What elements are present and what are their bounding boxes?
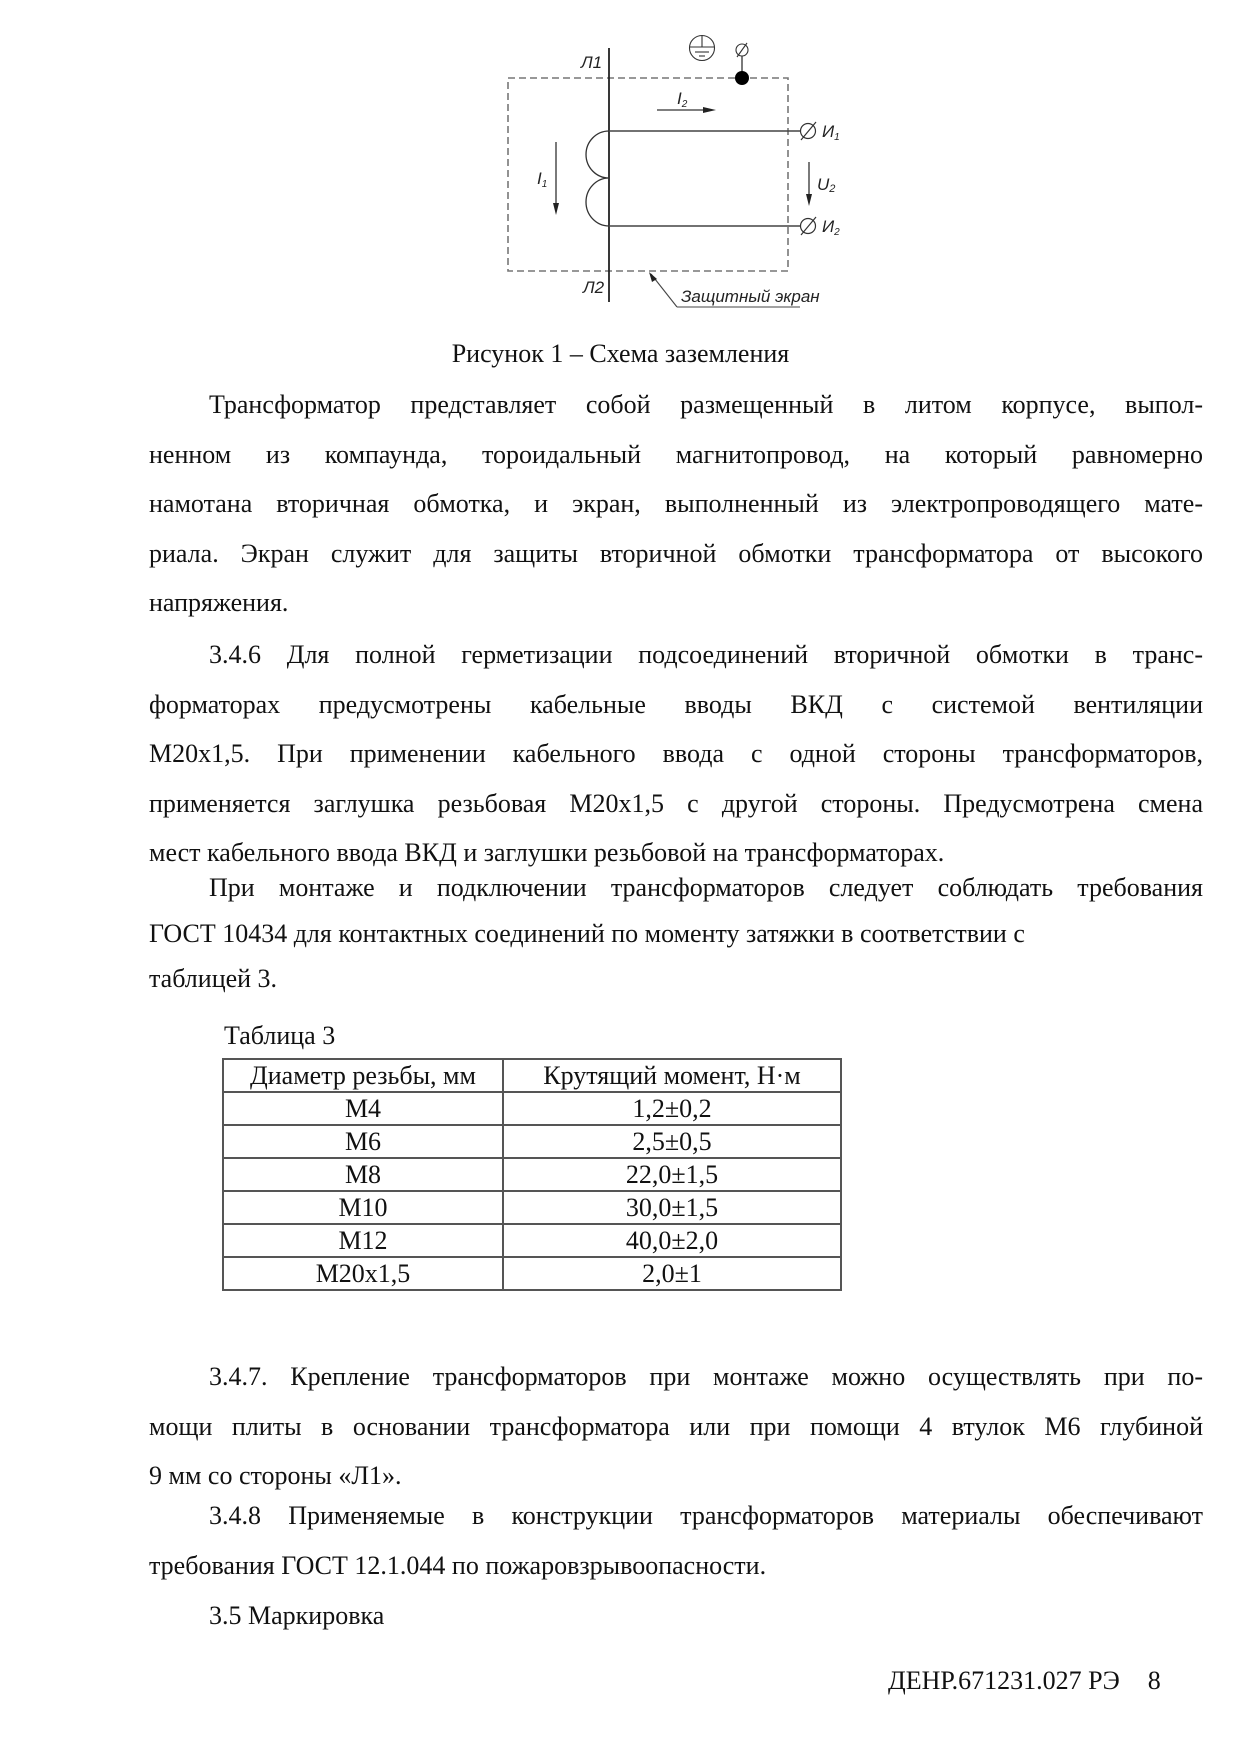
- figure-caption: Рисунок 1 – Схема заземления: [451, 339, 790, 368]
- paragraph-3-4-7: [149, 1352, 1203, 1501]
- text-line: 3.4.6 Для полной герметизации подсоединений вторичной обмотки в транс-: [209, 640, 1203, 669]
- torque-table: [222, 1058, 842, 1291]
- paragraph-mounting-requirements: [149, 865, 1203, 1002]
- text-line: таблицей 3.: [149, 964, 278, 993]
- label-i2: I2: [677, 89, 688, 110]
- table-row: [223, 1191, 841, 1224]
- text-line: М20х1,5. При применении кабельного ввода с одной стороны трансформаторов,: [149, 739, 1203, 768]
- label-protective-screen: Защитный экран: [681, 287, 820, 306]
- text-line: При монтаже и подключении трансформаторов следует соблюдать требования: [209, 873, 1203, 902]
- text-line: форматорах предусмотрены кабельные вводы ВКД с системой вентиляции: [149, 689, 1203, 719]
- text-line: 9 мм со стороны «Л1».: [149, 1461, 402, 1490]
- table-row: [223, 1158, 841, 1191]
- table-row: [223, 1125, 841, 1158]
- text-line: риала. Экран служит для защиты вторичной обмотки трансформатора от высокого: [149, 538, 1203, 568]
- label-terminal-1: И1: [822, 122, 840, 143]
- cell-thread: М20х1,5: [223, 1257, 503, 1290]
- ground-symbol-icon: [690, 36, 715, 61]
- text-line: 3.4.7. Крепление трансформаторов при монтаже можно осуществлять при по-: [209, 1362, 1203, 1391]
- text-line: требования ГОСТ 12.1.044 по пожаровзрывоопасности.: [149, 1550, 767, 1580]
- cell-torque: 1,2±0,2: [503, 1092, 841, 1125]
- cell-torque: 40,0±2,0: [503, 1224, 841, 1257]
- page-footer: [888, 1665, 1161, 1697]
- paragraph-3-4-6: [149, 630, 1203, 878]
- cell-thread: М12: [223, 1224, 503, 1257]
- label-terminal-2: И2: [822, 217, 840, 238]
- cell-torque: 30,0±1,5: [503, 1191, 841, 1224]
- table-row: [223, 1092, 841, 1125]
- protective-screen-outline: [508, 78, 788, 271]
- text-line: 3.4.8 Применяемые в конструкции трансформаторов материалы обеспечивают: [209, 1501, 1203, 1530]
- arrow-down-icon: [806, 162, 812, 206]
- table-row: [223, 1257, 841, 1290]
- arrow-down-icon: [553, 142, 559, 215]
- table-header-row: [223, 1059, 841, 1092]
- cell-torque: 2,5±0,5: [503, 1125, 841, 1158]
- grounding-diagram: [0, 0, 1241, 320]
- terminal-icon: [801, 122, 817, 140]
- cell-torque: 22,0±1,5: [503, 1158, 841, 1191]
- grounding-terminal-icon: [735, 43, 749, 85]
- label-l2: Л2: [583, 278, 605, 297]
- cell-thread: М8: [223, 1158, 503, 1191]
- cell-torque: 2,0±1: [503, 1257, 841, 1290]
- text-line: применяется заглушка резьбовая М20х1,5 с другой стороны. Предусмотрена смена: [149, 788, 1203, 818]
- table-title: Таблица 3: [224, 1021, 336, 1050]
- text-line: мест кабельного ввода ВКД и заглушки резьбовой на трансформаторах.: [149, 838, 945, 867]
- cell-thread: М6: [223, 1125, 503, 1158]
- paragraph-3-4-8: [149, 1491, 1203, 1590]
- text-line: ГОСТ 10434 для контактных соединений по моменту затяжки в соответствии с: [149, 918, 1025, 948]
- text-line: ненном из компаунда, тороидальный магнитопровод, на который равномерно: [149, 439, 1203, 469]
- text-line: намотана вторичная обмотка, и экран, выполненный из электропроводящего мате-: [149, 489, 1203, 518]
- table-row: [223, 1224, 841, 1257]
- section-heading-3-5: [149, 1591, 1203, 1641]
- grounding-schematic: [0, 0, 1241, 320]
- label-i1: I1: [537, 169, 548, 190]
- text-line: напряжения.: [149, 588, 289, 617]
- column-header-torque: Крутящий момент, Н·м: [503, 1059, 841, 1092]
- text-line: Трансформатор представляет собой размещенный в литом корпусе, выпол-: [209, 390, 1203, 419]
- document-code: ДЕНР.671231.027 РЭ: [888, 1666, 1120, 1695]
- label-l1: Л1: [581, 53, 603, 72]
- terminal-icon: [801, 217, 817, 235]
- column-header-thread-diameter: Диаметр резьбы, мм: [223, 1059, 503, 1092]
- cell-thread: М4: [223, 1092, 503, 1125]
- secondary-coil: [586, 131, 609, 226]
- page-number: 8: [1147, 1666, 1161, 1695]
- label-u2: U2: [817, 175, 836, 195]
- cell-thread: М10: [223, 1191, 503, 1224]
- section-title: 3.5 Маркировка: [209, 1601, 385, 1630]
- paragraph-transformer-description: [149, 380, 1203, 628]
- text-line: мощи плиты в основании трансформатора или при помощи 4 втулок М6 глубиной: [149, 1411, 1203, 1441]
